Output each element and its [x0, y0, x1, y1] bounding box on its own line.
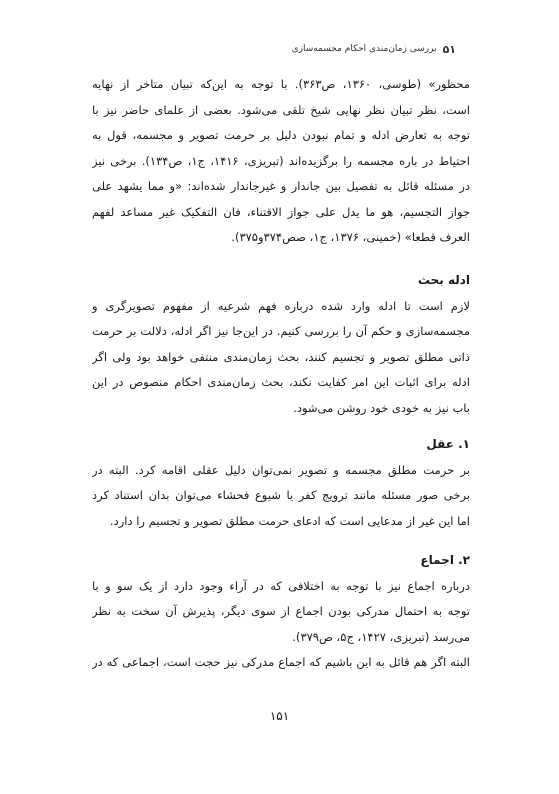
text-line: برخی صور مسئله مانند ترویج کفر یا شیوع فحشاء می‌توان بدان استناد کرد	[92, 488, 470, 502]
section-heading: ادله بحث	[417, 273, 470, 287]
text-line: توجه به تعارض ادله و تمام نبودن دلیل بر حرمت تصویر و مجسمه، قول به	[92, 128, 470, 142]
section-consensus	[92, 548, 470, 676]
text-line: بر حرمت مطلق مجسمه و تصویر نمی‌توان دلیل عقلی اقامه کرد. البته در	[92, 462, 470, 477]
text-line: باب نیز به خودی خود روشن می‌شود.	[293, 400, 470, 415]
text-line: ذاتی مطلق تصویر و تجسیم کنند، بحث زمان‌مندی منتفی خواهد بود ولی اگر	[92, 349, 470, 364]
page-number: ۱۵۱	[269, 709, 290, 723]
text-line: البته اگر هم قائل به این باشیم که اجماع مدرکی نیز حجت است، اجماعی که در	[92, 655, 470, 669]
section-reason	[92, 432, 470, 534]
text-line: ادله برای اثبات این امر کفایت نکند، بحث زمان‌مندی احکام منصوص در این	[92, 375, 470, 389]
text-line: درباره اجماع نیز با توجه به اختلافی که در آراء وجود دارد از یک سو و با	[92, 578, 470, 593]
text-line: اما این غیر از مدعایی است که ادعای حرمت مطلق تصویر و تجسیم را دارد.	[109, 513, 470, 528]
text-line: می‌رسد (تبریزی، ۱۴۲۷، ج۵، ص۳۷۹).	[292, 629, 470, 644]
text-line: لازم است تا ادله وارد شده درباره فهم شرعیه از مفهوم تصویرگری و	[92, 298, 470, 313]
text-line: محظور» (طوسی، ۱۳۶۰، ص۳۶۳). با توجه به این‌که تبیان متاخر از نهایه	[92, 77, 470, 91]
paragraph-1	[92, 72, 470, 251]
text-line: جواز التجسیم، هو ما یدل علی جواز الاقتناء، فان التفکیک غیر مساعد لفهم	[92, 204, 470, 219]
header-mark: ۵۱	[442, 42, 456, 56]
text-line: است، نظر تبیان نظر نهایی شیخ تلقی می‌شود. بعضی از علمای حاضر نیز با	[92, 102, 470, 117]
text-line: در مسئله قائل به تفصیل بین جاندار و غیرجاندار شده‌اند: «و مما یشهد علی	[92, 179, 470, 193]
text-line: العرف قطعا» (خمینی، ۱۳۷۶، ج۱، صص۳۷۴و۳۷۵).	[231, 230, 470, 244]
text-line: توجه به احتمال مدرکی بودن اجماع از سوی دیگر، پذیرش آن سخت به نظر	[92, 604, 470, 618]
text-line: احتیاط در باره مجسمه را برگزیده‌اند (تبریزی، ۱۴۱۶، ج۱، ص۱۳۴). برخی نیز	[92, 153, 470, 168]
running-title: بررسی زمان‌مندی احکام مجسمه‌سازی	[291, 44, 437, 54]
section-heading: ۱. عقل	[426, 437, 470, 451]
section-evidence	[92, 268, 470, 421]
running-header	[96, 40, 456, 58]
text-line: مجسمه‌سازی و حکم آن را بررسی کنیم. در این‌جا نیز اگر ادله، دلالت بر حرمت	[92, 324, 470, 338]
section-heading: ۲. اجماع	[420, 553, 470, 567]
